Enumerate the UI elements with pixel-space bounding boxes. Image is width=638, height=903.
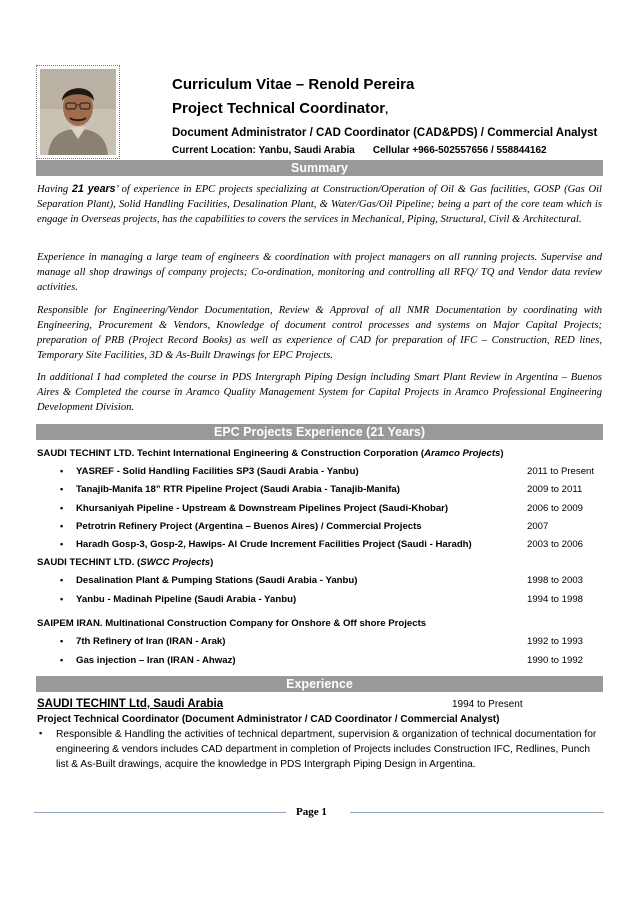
footer-rule-left xyxy=(34,812,286,813)
project-row xyxy=(60,521,605,535)
profile-photo xyxy=(36,65,120,159)
project-years: 2011 to Present xyxy=(527,466,595,477)
job-role xyxy=(172,100,388,117)
project-years: 1994 to 1998 xyxy=(527,594,584,605)
job-role-punct: , xyxy=(385,104,389,116)
experience-company: SAUDI TECHINT Ltd, Saudi Arabia xyxy=(37,698,224,710)
company-name: SAUDI TECHINT LTD. ( xyxy=(37,557,141,568)
project-years: 2003 to 2006 xyxy=(527,539,584,550)
company-close: ) xyxy=(500,448,504,459)
company-saipem xyxy=(37,618,426,629)
project-name: Petrotrin Refinery Project (Argentina – Buenos Aires) / Commercial Projects xyxy=(76,521,422,532)
experience-job-title: Project Technical Coordinator (Document Administrator / CAD Coordinator / Commercial Analyst) xyxy=(37,714,500,725)
project-row xyxy=(60,503,605,517)
current-location: Current Location: Yanbu, Saudi Arabia xyxy=(172,145,355,156)
page-number: Page 1 xyxy=(296,806,327,818)
portrait-image xyxy=(40,69,116,155)
project-name: Yanbu - Madinah Pipeline (Saudi Arabia - Yanbu) xyxy=(76,594,297,605)
location-contact-line xyxy=(172,145,547,156)
project-row xyxy=(60,484,605,498)
project-years: 2007 xyxy=(527,521,549,532)
project-row xyxy=(60,539,605,553)
job-subtitle: Document Administrator / CAD Coordinator (CAD&PDS) / Commercial Analyst xyxy=(172,127,598,139)
bullet: • xyxy=(60,521,64,531)
project-years: 2009 to 2011 xyxy=(527,484,583,495)
summary-p1-body: ’ of experience in EPC projects specializing at Construction/Operation of Oil & Gas facilities, GOSP (Gas Oil Separation Plant), Solid Handling Facilities, Desalination Plant, & Water/Gas/Oil Pipeline; being a part of the core team which is engage in Overseas projects, has the capabilities to covers the services in Mechanical, Piping, Structural, Civil & Architectural. xyxy=(37,184,602,225)
project-name: Khursaniyah Pipeline - Upstream & Downstream Pipelines Project (Saudi-Khobar) xyxy=(76,503,449,514)
client-name: SWCC Projects xyxy=(140,557,211,568)
summary-heading: Summary xyxy=(36,160,603,176)
bullet: • xyxy=(60,655,64,665)
project-years: 1998 to 2003 xyxy=(527,575,584,586)
company-techint-aramco xyxy=(37,448,504,459)
company-name: SAIPEM IRAN. Multinational Construction Company for Onshore & Off shore Projects xyxy=(37,618,427,629)
project-name: Haradh Gosp-3, Gosp-2, Hawips- Al Crude Increment Facilities Project (Saudi - Haradh) xyxy=(76,539,472,550)
project-name: Gas injection – Iran (IRAN - Ahwaz) xyxy=(76,655,236,666)
summary-paragraph-2: Experience in managing a large team of engineers & coordination with project managers on all running projects. Supervise and manage all shop drawings of company projects; Co-ordination, monitoring and controlling all RFQ/ TQ and Vendor data review activities. xyxy=(37,252,602,293)
bullet: • xyxy=(60,539,64,549)
bullet: • xyxy=(60,503,64,513)
summary-years: 21 years xyxy=(71,183,116,195)
summary-p1-lead: Having xyxy=(37,184,72,195)
client-name: Aramco Projects xyxy=(424,448,501,459)
bullet: • xyxy=(60,594,64,604)
cellular-contact: Cellular +966-502557656 / 558844162 xyxy=(372,145,547,156)
footer-rule-right xyxy=(350,812,604,813)
summary-paragraph-1 xyxy=(37,182,602,227)
experience-description: Responsible & Handling the activities of technical department, supervision & organization of technical documentation for engineering & vendors includes CAD department in completion of Projects includes Construction IFC, Redlines, Punch list & As-Built drawings, acquire the knowledge in PDS Intergraph Piping Design in Argentina. xyxy=(56,729,597,770)
company-close: ) xyxy=(210,557,214,568)
project-years: 1992 to 1993 xyxy=(527,636,584,647)
experience-heading: Experience xyxy=(36,676,603,692)
project-name: 7th Refinery of Iran (IRAN - Arak) xyxy=(76,636,226,647)
project-row xyxy=(60,466,605,480)
project-row xyxy=(60,575,605,589)
summary-paragraph-3: Responsible for Engineering/Vendor Documentation, Review & Approval of all NMR Documentation by coordinating with Engineering, Procurement & Vendors, Knowledge of document control processes and systems on Major Capital Projects; preparation of PRB (Project Record Books) as well as experience of CAD for preparation of IFC – Construction, RED lines, Temporary Site Facilities, 3D & As-Built Drawings for EPC Projects. xyxy=(37,305,602,361)
experience-bullet: ▪ xyxy=(39,728,43,738)
company-name: SAUDI TECHINT LTD. Techint International Engineering & Construction Corporation ( xyxy=(37,448,425,459)
cv-title: Curriculum Vitae – Renold Pereira xyxy=(172,76,415,93)
experience-period: 1994 to Present xyxy=(452,699,523,710)
summary-paragraph-4: In additional I had completed the course in PDS Intergraph Piping Design including Smart Plant Review in Argentina – Buenos Aires & Completed the course in Aramco Quality Management System for Capital Projects in Aramco Professional Engineering Development Division. xyxy=(37,372,602,413)
epc-projects-heading: EPC Projects Experience (21 Years) xyxy=(36,424,603,440)
project-name: YASREF - Solid Handling Facilities SP3 (Saudi Arabia - Yanbu) xyxy=(76,466,359,477)
bullet: • xyxy=(60,636,64,646)
project-name: Tanajib-Manifa 18” RTR Pipeline Project (Saudi Arabia - Tanajib-Manifa) xyxy=(76,484,400,495)
project-years: 1990 to 1992 xyxy=(527,655,584,666)
project-row xyxy=(60,594,605,608)
bullet: • xyxy=(60,466,64,476)
bullet: • xyxy=(60,575,64,585)
project-years: 2006 to 2009 xyxy=(527,503,584,514)
project-name: Desalination Plant & Pumping Stations (Saudi Arabia - Yanbu) xyxy=(76,575,358,586)
bullet: • xyxy=(60,484,64,494)
project-row xyxy=(60,636,605,650)
company-techint-swcc xyxy=(37,557,213,568)
job-role-text: Project Technical Coordinator xyxy=(172,100,386,117)
project-row xyxy=(60,655,605,669)
